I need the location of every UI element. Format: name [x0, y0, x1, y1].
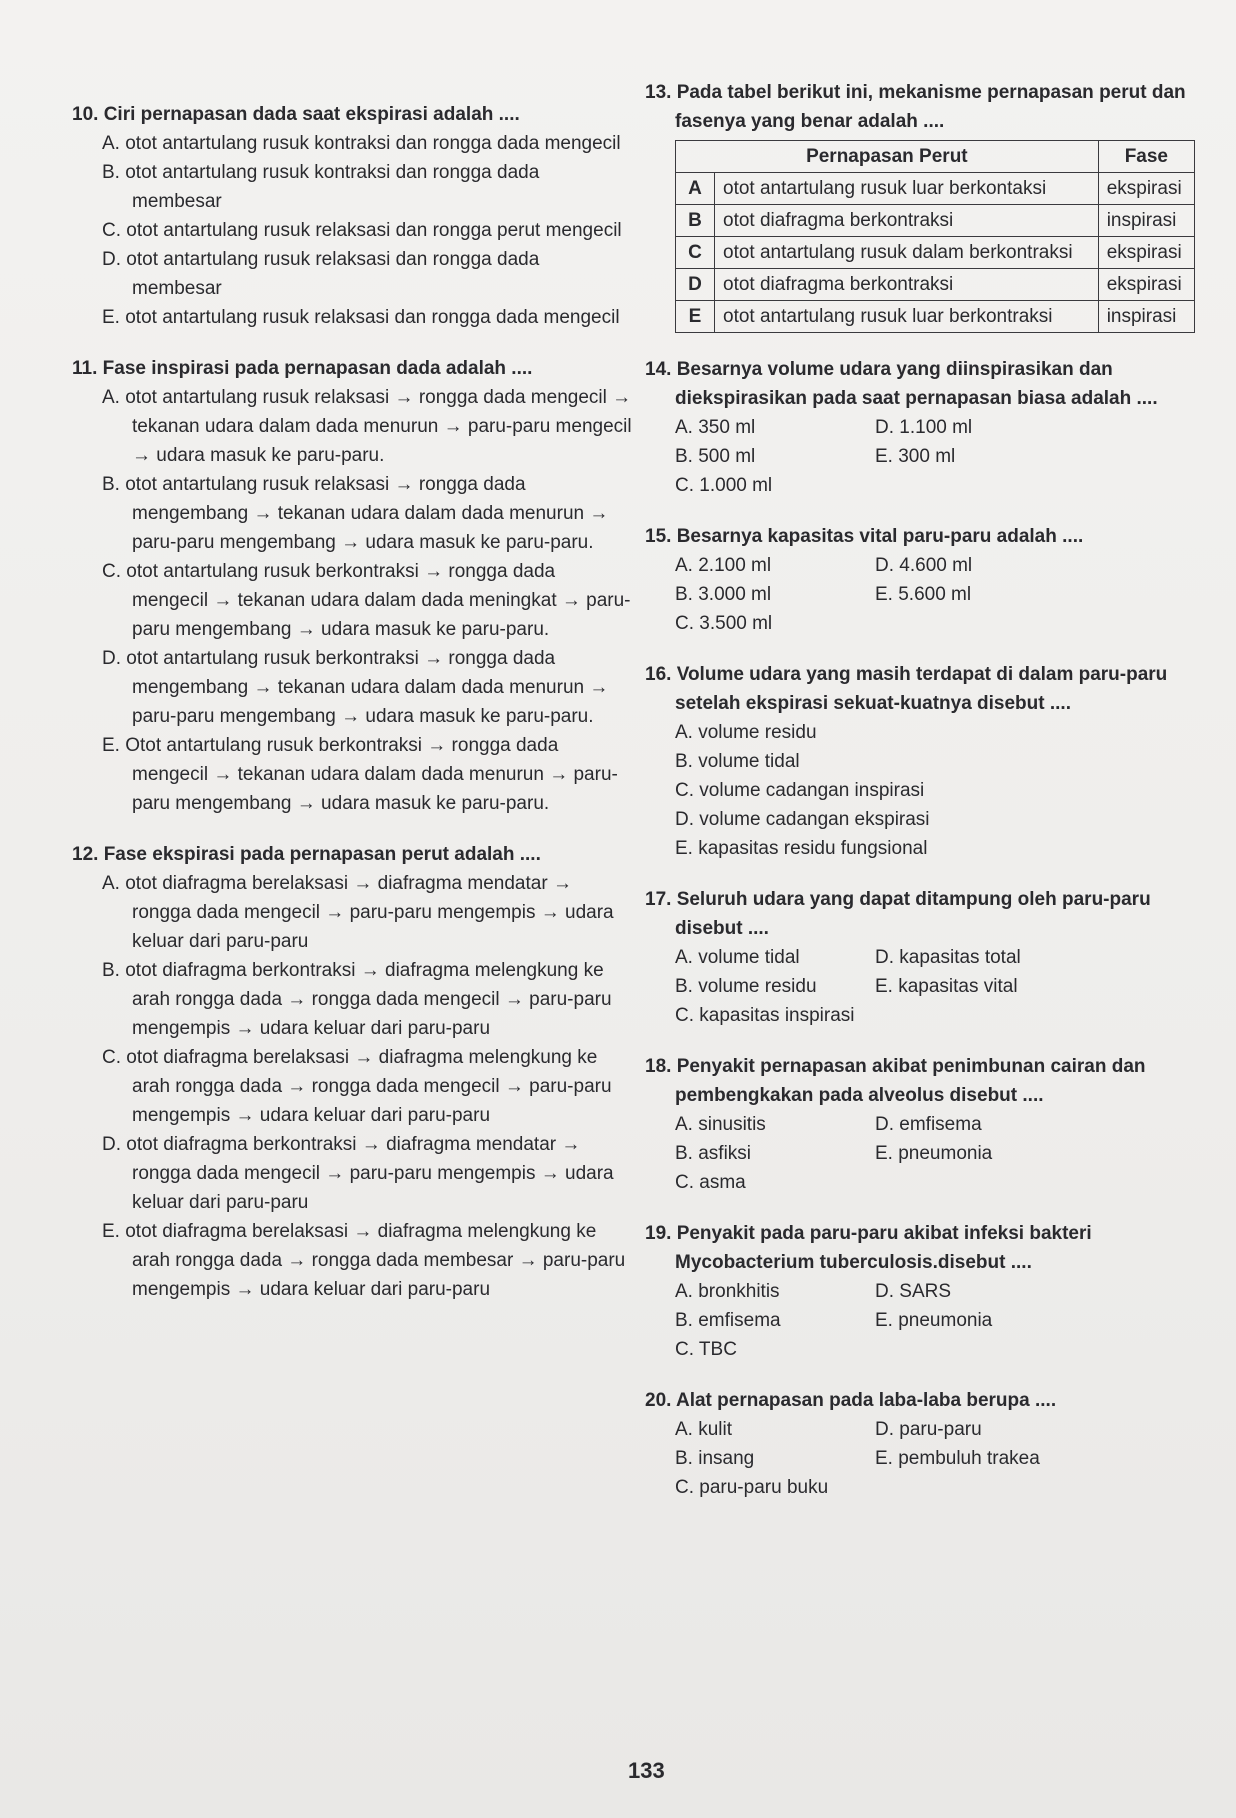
- question-18: [645, 1052, 1205, 1197]
- options-grid: [645, 1110, 1205, 1197]
- options-grid: [645, 943, 1205, 1030]
- option-b: B. otot antartulang rusuk kontraksi dan rongga dada membesar: [102, 162, 540, 212]
- row-mechanism: otot diafragma berkontraksi: [715, 269, 1099, 301]
- option-e: E. pembuluh trakea: [875, 1448, 1040, 1469]
- option-a: A. volume tidal: [675, 947, 800, 968]
- table-row: [676, 173, 1195, 205]
- question-15: [645, 522, 1205, 638]
- question-12: [72, 840, 632, 1304]
- question-text: 17. Seluruh udara yang dapat ditampung oleh paru-paru disebut ....: [645, 889, 1151, 939]
- option-d: D. paru-paru: [875, 1419, 982, 1440]
- table-row: [676, 205, 1195, 237]
- option-b: B. otot antartulang rusuk relaksasi → rongga dada mengembang → tekanan udara dalam dada menurun → paru-paru mengembang → udara masuk ke paru-paru.: [102, 474, 609, 553]
- question-text: 10. Ciri pernapasan dada saat ekspirasi adalah ....: [72, 104, 520, 125]
- option-d: D. otot antartulang rusuk berkontraksi → rongga dada mengembang → tekanan udara dalam dada menurun → paru-paru mengembang → udara masuk ke paru-paru.: [102, 648, 609, 727]
- options-grid: [645, 551, 1205, 638]
- question-text: 20. Alat pernapasan pada laba-laba berupa ....: [645, 1390, 1057, 1411]
- row-mechanism: otot antartulang rusuk luar berkontraksi: [715, 301, 1099, 333]
- row-label: B: [676, 205, 715, 237]
- option-d: D. 4.600 ml: [875, 555, 973, 576]
- option-c: C. paru-paru buku: [675, 1477, 829, 1498]
- option-d: D. SARS: [875, 1281, 952, 1302]
- option-e: E. kapasitas residu fungsional: [675, 838, 928, 859]
- option-d: D. 1.100 ml: [875, 417, 973, 438]
- option-a: A. sinusitis: [675, 1114, 766, 1135]
- option-d: D. otot antartulang rusuk relaksasi dan rongga dada membesar: [102, 249, 540, 299]
- header-respiration: Pernapasan Perut: [676, 141, 1099, 173]
- question-14: [645, 355, 1205, 500]
- option-c: C. 3.500 ml: [675, 613, 773, 634]
- row-mechanism: otot antartulang rusuk dalam berkontraksi: [715, 237, 1099, 269]
- option-b: B. 3.000 ml: [675, 584, 772, 605]
- row-phase: ekspirasi: [1098, 237, 1194, 269]
- option-d: D. emfisema: [875, 1114, 982, 1135]
- option-b: B. volume tidal: [675, 751, 800, 772]
- option-c: C. volume cadangan inspirasi: [675, 780, 925, 801]
- table-row: [676, 301, 1195, 333]
- question-16: [645, 660, 1205, 863]
- table-header: [676, 141, 1195, 173]
- option-c: C. 1.000 ml: [675, 475, 773, 496]
- table-row: [676, 269, 1195, 301]
- option-e: E. otot diafragma berelaksasi → diafragma melengkung ke arah rongga dada → rongga dada membesar → paru-paru mengempis → udara keluar dari paru-paru: [102, 1221, 626, 1300]
- question-10: [72, 100, 632, 332]
- page-number: 133: [628, 1758, 665, 1783]
- option-b: B. insang: [675, 1448, 755, 1469]
- option-b: B. 500 ml: [675, 446, 756, 467]
- option-b: B. asfiksi: [675, 1143, 752, 1164]
- row-phase: inspirasi: [1098, 301, 1194, 333]
- option-b: B. emfisema: [675, 1310, 781, 1331]
- row-mechanism: otot diafragma berkontraksi: [715, 205, 1099, 237]
- options-grid: [645, 1277, 1205, 1364]
- row-label: C: [676, 237, 715, 269]
- option-e: E. pneumonia: [875, 1310, 993, 1331]
- option-e: E. 300 ml: [875, 446, 956, 467]
- option-c: C. asma: [675, 1172, 746, 1193]
- question-17: [645, 885, 1205, 1030]
- question-text: 16. Volume udara yang masih terdapat di dalam paru-paru setelah ekspirasi sekuat-kuatnya disebut ....: [645, 664, 1168, 714]
- question-text: 19. Penyakit pada paru-paru akibat infeksi bakteri Mycobacterium tuberculosis.disebut ....: [645, 1223, 1092, 1273]
- header-phase: Fase: [1098, 141, 1194, 173]
- option-a: A. bronkhitis: [675, 1281, 780, 1302]
- option-c: C. otot diafragma berelaksasi → diafragma melengkung ke arah rongga dada → rongga dada mengecil → paru-paru mengempis → udara keluar dari paru-paru: [102, 1047, 612, 1126]
- right-column: [645, 78, 1205, 1524]
- table-row: [676, 237, 1195, 269]
- options-grid: [645, 1415, 1205, 1502]
- option-c: C. otot antartulang rusuk berkontraksi → rongga dada mengecil → tekanan udara dalam dada meningkat → paru-paru mengembang → udara masuk ke paru-paru.: [102, 561, 631, 640]
- row-label: A: [676, 173, 715, 205]
- question-text: 15. Besarnya kapasitas vital paru-paru adalah ....: [645, 526, 1084, 547]
- option-b: B. volume residu: [675, 976, 817, 997]
- question-19: [645, 1219, 1205, 1364]
- option-e: E. Otot antartulang rusuk berkontraksi → rongga dada mengecil → tekanan udara dalam dada menurun → paru-paru mengembang → udara masuk ke paru-paru.: [102, 735, 618, 814]
- row-mechanism: otot antartulang rusuk luar berkontaksi: [715, 173, 1099, 205]
- option-a: A. 350 ml: [675, 417, 756, 438]
- options-grid: [645, 413, 1205, 500]
- row-label: D: [676, 269, 715, 301]
- row-phase: inspirasi: [1098, 205, 1194, 237]
- question-text: 14. Besarnya volume udara yang diinspirasikan dan diekspirasikan pada saat pernapasan biasa adalah ....: [645, 359, 1158, 409]
- option-b: B. otot diafragma berkontraksi → diafragma melengkung ke arah rongga dada → rongga dada mengecil → paru-paru mengempis → udara keluar dari paru-paru: [102, 960, 612, 1039]
- option-a: A. otot antartulang rusuk kontraksi dan rongga dada mengecil: [102, 133, 621, 154]
- question-13: [645, 78, 1205, 333]
- option-a: A. otot diafragma berelaksasi → diafragma mendatar → rongga dada mengecil → paru-paru mengempis → udara keluar dari paru-paru: [102, 873, 614, 952]
- option-e: E. kapasitas vital: [875, 976, 1018, 997]
- option-a: A. otot antartulang rusuk relaksasi → rongga dada mengecil → tekanan udara dalam dada menurun → paru-paru mengecil → udara masuk ke paru-paru.: [102, 387, 632, 466]
- question-20: [645, 1386, 1205, 1502]
- option-c: C. otot antartulang rusuk relaksasi dan rongga perut mengecil: [102, 220, 622, 241]
- option-d: D. volume cadangan ekspirasi: [675, 809, 930, 830]
- option-c: C. TBC: [675, 1339, 737, 1360]
- question-text: 13. Pada tabel berikut ini, mekanisme pernapasan perut dan fasenya yang benar adalah ....: [645, 82, 1186, 132]
- respiration-table: [675, 140, 1195, 333]
- question-11: [72, 354, 632, 818]
- option-d: D. kapasitas total: [875, 947, 1021, 968]
- option-e: E. otot antartulang rusuk relaksasi dan rongga dada mengecil: [102, 307, 620, 328]
- option-c: C. kapasitas inspirasi: [675, 1005, 855, 1026]
- option-e: E. 5.600 ml: [875, 584, 972, 605]
- option-a: A. kulit: [675, 1419, 733, 1440]
- question-text: 11. Fase inspirasi pada pernapasan dada adalah ....: [72, 358, 533, 379]
- row-phase: ekspirasi: [1098, 173, 1194, 205]
- option-a: A. 2.100 ml: [675, 555, 772, 576]
- row-phase: ekspirasi: [1098, 269, 1194, 301]
- option-d: D. otot diafragma berkontraksi → diafragma mendatar → rongga dada mengecil → paru-paru mengempis → udara keluar dari paru-paru: [102, 1134, 614, 1213]
- question-text: 18. Penyakit pernapasan akibat penimbunan cairan dan pembengkakan pada alveolus disebut ....: [645, 1056, 1146, 1106]
- option-e: E. pneumonia: [875, 1143, 993, 1164]
- option-a: A. volume residu: [675, 722, 817, 743]
- question-text: 12. Fase ekspirasi pada pernapasan perut adalah ....: [72, 844, 541, 865]
- left-column: [72, 100, 632, 1326]
- row-label: E: [676, 301, 715, 333]
